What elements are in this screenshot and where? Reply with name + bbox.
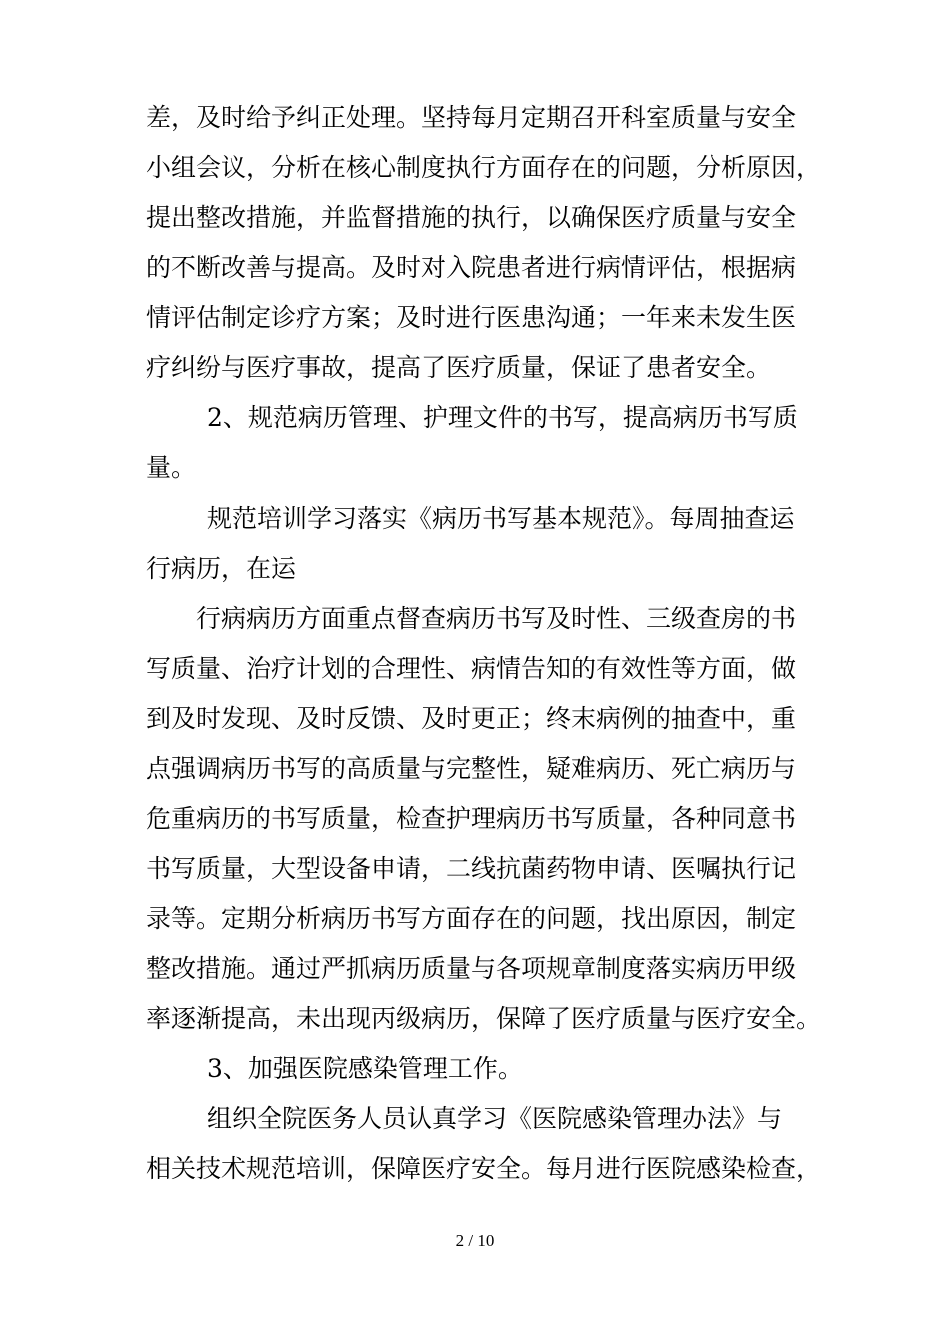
page-number: 2 / 10 [455, 1231, 495, 1250]
text-line: 危重病历的书写质量，检查护理病历书写质量，各种同意书 [146, 804, 797, 833]
text-line: 差，及时给予纠正处理。坚持每月定期召开科室质量与安全 [146, 103, 797, 132]
text-line: 相关技术规范培训，保障医疗安全。每月进行医院感染检查， [146, 1154, 822, 1183]
text-line: 整改措施。通过严抓病历质量与各项规章制度落实病历甲级 [146, 954, 797, 983]
text-line: 行病病历方面重点督查病历书写及时性、三级查房的书 [196, 604, 797, 633]
text-line: 行病历，在运 [146, 554, 297, 583]
text-line: 疗纠纷与医疗事故，提高了医疗质量，保证了患者安全。 [146, 353, 772, 382]
text-line: 小组会议，分析在核心制度执行方面存在的问题，分析原因， [146, 153, 822, 182]
text-line: 提出整改措施，并监督措施的执行，以确保医疗质量与安全 [146, 203, 797, 232]
text-line: 书写质量，大型设备申请，二线抗菌药物申请、医嘱执行记 [146, 854, 797, 883]
text-line: 录等。定期分析病历书写方面存在的问题，找出原因，制定 [146, 904, 797, 933]
text-line: 的不断改善与提高。及时对入院患者进行病情评估，根据病 [146, 253, 797, 282]
text-line: 量。 [146, 453, 197, 482]
text-line: 组织全院医务人员认真学习《医院感染管理办法》与 [207, 1104, 783, 1133]
text-line: 率逐渐提高，未出现丙级病历，保障了医疗质量与医疗安全。 [146, 1004, 822, 1033]
text-line: 到及时发现、及时反馈、及时更正；终末病例的抽查中，重 [146, 704, 797, 733]
text-line: 点强调病历书写的高质量与完整性，疑难病历、死亡病历与 [146, 754, 797, 783]
section-heading: 2、规范病历管理、护理文件的书写，提高病历书写质 [207, 403, 798, 432]
text-line: 规范培训学习落实《病历书写基本规范》。每周抽查运 [207, 504, 795, 533]
text-line: 写质量、治疗计划的合理性、病情告知的有效性等方面，做 [146, 654, 797, 683]
text-line: 情评估制定诊疗方案；及时进行医患沟通；一年来未发生医 [146, 303, 797, 332]
section-heading: 3、加强医院感染管理工作。 [207, 1054, 523, 1083]
